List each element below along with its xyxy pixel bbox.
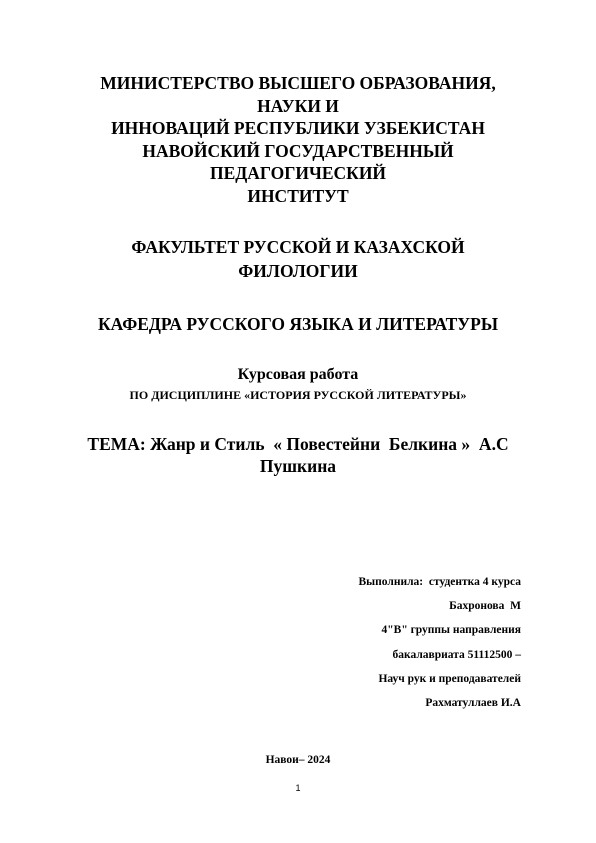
institute-line: ИНСТИТУТ — [247, 185, 349, 206]
city-year: Навои– 2024 — [265, 754, 331, 766]
author-line: 4"В" группы направления — [381, 624, 521, 637]
supervisor-line: Науч рук и преподавателей — [378, 672, 521, 685]
theme-title — [0, 433, 596, 477]
department-heading: КАФЕДРА РУССКОГО ЯЗЫКА И ЛИТЕРАТУРЫ — [97, 314, 499, 334]
page-number: 1 — [295, 783, 301, 793]
institute-line: ПЕДАГОГИЧЕСКИЙ — [209, 163, 387, 184]
ministry-line: ИННОВАЦИЙ РЕСПУБЛИКИ УЗБЕКИСТАН — [111, 118, 485, 139]
ministry-header — [0, 72, 596, 208]
faculty-line: ФИЛОЛОГИИ — [238, 261, 358, 281]
institute-line: НАВОЙСКИЙ ГОСУДАРСТВЕННЫЙ — [142, 140, 454, 161]
faculty-heading — [0, 235, 596, 283]
author-line: бакалавриата 51112500 – — [392, 648, 521, 661]
theme-line: ТЕМА: Жанр и Стиль « Повестейни Белкина » А.С — [87, 434, 509, 454]
work-type-title: Курсовая работа — [237, 366, 359, 383]
author-line: Выполнила: студентка 4 курса — [358, 576, 521, 588]
discipline-subtitle: ПО ДИСЦИПЛИНЕ «ИСТОРИЯ РУССКОЙ ЛИТЕРАТУРЫ» — [129, 388, 467, 402]
ministry-line: МИНИСТЕРСТВО ВЫСШЕГО ОБРАЗОВАНИЯ, — [100, 73, 496, 93]
theme-line: Пушкина — [259, 456, 337, 476]
faculty-line: ФАКУЛЬТЕТ РУССКОЙ И КАЗАХСКОЙ — [131, 237, 465, 257]
author-line: Бахронова М — [449, 600, 521, 613]
ministry-line: НАУКИ И — [257, 95, 339, 116]
author-block — [359, 570, 522, 715]
supervisor-name: Рахматуллаев И.А — [425, 697, 521, 710]
